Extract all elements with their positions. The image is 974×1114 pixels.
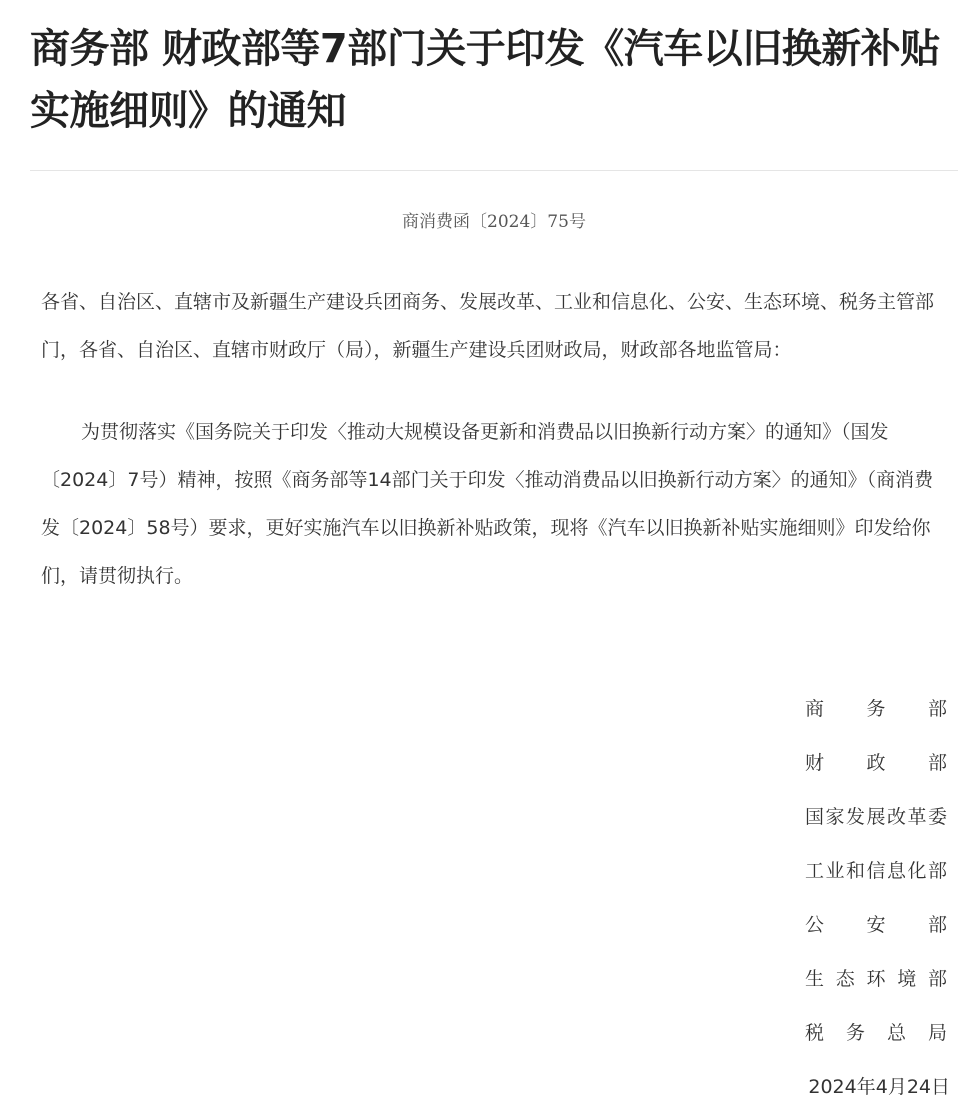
document-number: 商消费函〔2024〕75号 xyxy=(402,212,586,232)
signatory-ndrc: 国家发展改革委 xyxy=(805,806,947,828)
signature-block xyxy=(805,682,950,1114)
issue-date: 2024年4月24日 xyxy=(808,1076,950,1098)
title-divider xyxy=(30,170,958,171)
signatory-commerce: 商 务 部 xyxy=(805,698,947,720)
signatory-ecology: 生 态 环 境 部 xyxy=(805,968,947,990)
signatory-miit: 工业和信息化部 xyxy=(805,860,947,882)
signatory-taxation: 税 务 总 局 xyxy=(805,1022,947,1044)
signatory-public-security: 公 安 部 xyxy=(805,914,947,936)
body-paragraph: 为贯彻落实《国务院关于印发〈推动大规模设备更新和消费品以旧换新行动方案〉的通知》（国发〔2024〕7号）精神，按照《商务部等14部门关于印发〈推动消费品以旧换新行动方案〉的通知》（商消费发〔2024〕58号）要求，更好实施汽车以旧换新补贴政策，现将《汽车以旧换新补贴实施细则》印发给你们，请贯彻执行。 xyxy=(41,421,934,587)
page-title: 商务部 财政部等7部门关于印发《汽车以旧换新补贴实施细则》的通知 xyxy=(30,26,940,134)
signatory-finance: 财 政 部 xyxy=(805,752,947,774)
addressee-paragraph: 各省、自治区、直辖市及新疆生产建设兵团商务、发展改革、工业和信息化、公安、生态环境、税务主管部门，各省、自治区、直辖市财政厅（局），新疆生产建设兵团财政局，财政部各地监管局： xyxy=(41,291,935,361)
